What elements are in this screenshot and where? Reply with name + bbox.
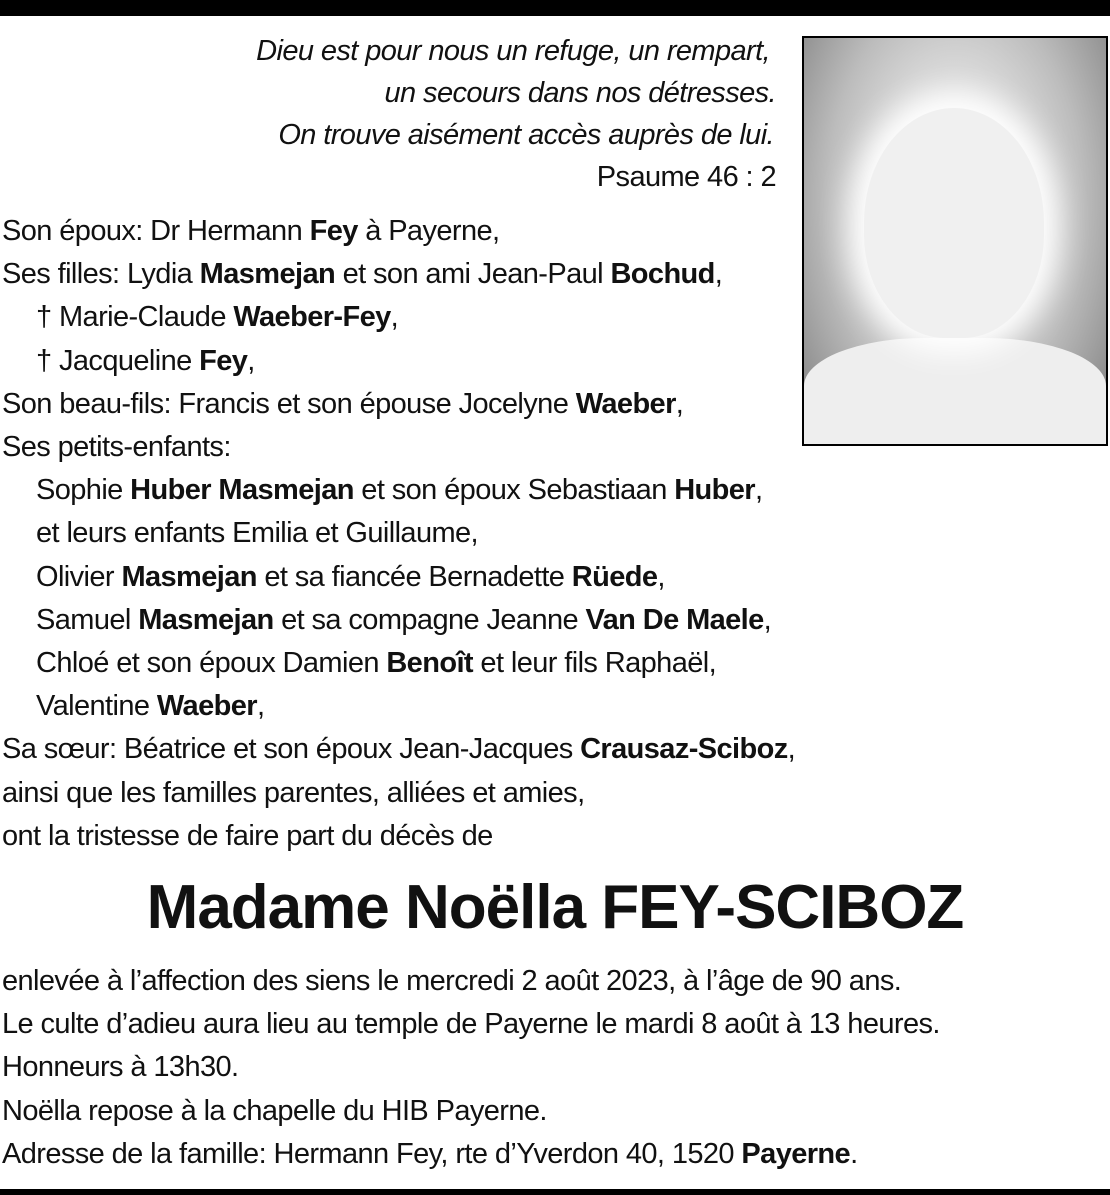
- surname: Payerne: [741, 1137, 851, 1170]
- text-segment: à Payerne,: [357, 215, 500, 247]
- surname: Crausaz-Sciboz: [580, 733, 788, 766]
- family-line: [2, 426, 795, 469]
- quote-line: Dieu est pour nous un refuge, un rempart,: [256, 35, 770, 67]
- text-segment: Noëlla repose à la chapelle du HIB Payerne.: [2, 1094, 547, 1127]
- family-line: [2, 728, 795, 771]
- surname: Fey: [309, 215, 358, 247]
- quote-line: un secours dans nos détresses.: [384, 77, 776, 109]
- text-segment: Sophie: [36, 474, 131, 507]
- detail-line: [2, 1003, 940, 1046]
- text-segment: Honneurs à 13h30.: [2, 1051, 239, 1084]
- text-segment: Olivier: [36, 560, 122, 593]
- family-line: [2, 383, 795, 426]
- surname: Masmejan: [121, 560, 257, 593]
- surname: Bochud: [610, 258, 715, 291]
- text-segment: et sa fiancée Bernadette: [256, 560, 572, 593]
- text-segment: Chloé et son époux Damien: [36, 647, 387, 680]
- text-segment: ,: [675, 387, 684, 420]
- family-line: [2, 253, 795, 296]
- surname: Benoît: [386, 647, 473, 680]
- text-segment: ont la tristesse de faire part du décès de: [2, 819, 493, 852]
- text-segment: Son époux: Dr Hermann: [2, 215, 310, 247]
- text-segment: ,: [657, 560, 665, 593]
- surname: Van De Maele: [585, 603, 764, 636]
- surname: Rüede: [571, 560, 658, 593]
- surname: Waeber: [575, 387, 676, 420]
- surname: Masmejan: [138, 603, 274, 636]
- text-segment: ,: [390, 301, 399, 334]
- text-segment: ,: [787, 733, 796, 766]
- text-segment: ,: [714, 258, 723, 291]
- funeral-details: [2, 960, 940, 1176]
- text-segment: † Marie-Claude: [36, 301, 234, 334]
- quote-reference: Psaume 46 : 2: [596, 161, 776, 193]
- surname: Huber: [674, 474, 755, 507]
- top-border: [0, 0, 1110, 16]
- text-segment: ,: [256, 690, 265, 723]
- family-line: [2, 642, 795, 685]
- family-line: [2, 469, 795, 512]
- text-segment: et sa compagne Jeanne: [273, 603, 586, 636]
- text-segment: et son ami Jean-Paul: [335, 258, 611, 291]
- family-line: [2, 815, 795, 858]
- text-segment: Valentine: [36, 690, 157, 723]
- quote-line: On trouve aisément accès auprès de lui.: [278, 119, 774, 151]
- family-line: [2, 210, 795, 253]
- detail-line: [2, 960, 940, 1003]
- detail-line: [2, 1090, 940, 1133]
- text-segment: Son beau-fils: Francis et son épouse Jocelyne: [2, 387, 576, 420]
- text-segment: ainsi que les familles parentes, alliées et amies,: [2, 776, 585, 809]
- text-segment: et leur fils Raphaël,: [472, 647, 717, 680]
- detail-line: [2, 1046, 940, 1089]
- surname: Masmejan: [199, 258, 336, 291]
- family-line: [2, 599, 795, 642]
- text-segment: Samuel: [36, 603, 139, 636]
- text-segment: ,: [755, 474, 763, 507]
- family-list: [2, 210, 795, 858]
- family-line: [2, 685, 795, 728]
- text-segment: Ses filles: Lydia: [2, 258, 200, 291]
- surname: Fey: [199, 344, 248, 377]
- surname: Waeber-Fey: [233, 301, 391, 334]
- text-segment: Le culte d’adieu aura lieu au temple de Payerne le mardi 8 août à 13 heures.: [2, 1008, 940, 1041]
- family-line: [2, 296, 795, 339]
- family-line: [2, 772, 795, 815]
- family-line: [2, 512, 795, 555]
- text-segment: et leurs enfants Emilia et Guillaume,: [36, 517, 479, 550]
- text-segment: Ses petits-enfants:: [2, 431, 231, 464]
- psalm-quote: [256, 30, 776, 198]
- bottom-border: [0, 1189, 1110, 1195]
- text-segment: Sa sœur: Béatrice et son époux Jean-Jacques: [2, 733, 581, 766]
- text-segment: enlevée à l’affection des siens le mercredi 2 août 2023, à l’âge de 90 ans.: [2, 965, 902, 997]
- surname: Huber Masmejan: [130, 474, 354, 507]
- family-line: [2, 340, 795, 383]
- text-segment: Adresse de la famille: Hermann Fey, rte d’Yverdon 40, 1520: [2, 1137, 742, 1170]
- family-line: [2, 556, 795, 599]
- text-segment: † Jacqueline: [36, 344, 200, 377]
- text-segment: .: [850, 1137, 858, 1170]
- deceased-name: Madame Noëlla FEY-SCIBOZ: [146, 873, 964, 942]
- text-segment: ,: [763, 603, 772, 636]
- detail-line: [2, 1133, 940, 1176]
- text-segment: et son époux Sebastiaan: [353, 474, 675, 507]
- portrait-photo: [802, 36, 1108, 446]
- surname: Waeber: [156, 690, 257, 723]
- text-segment: ,: [247, 344, 255, 377]
